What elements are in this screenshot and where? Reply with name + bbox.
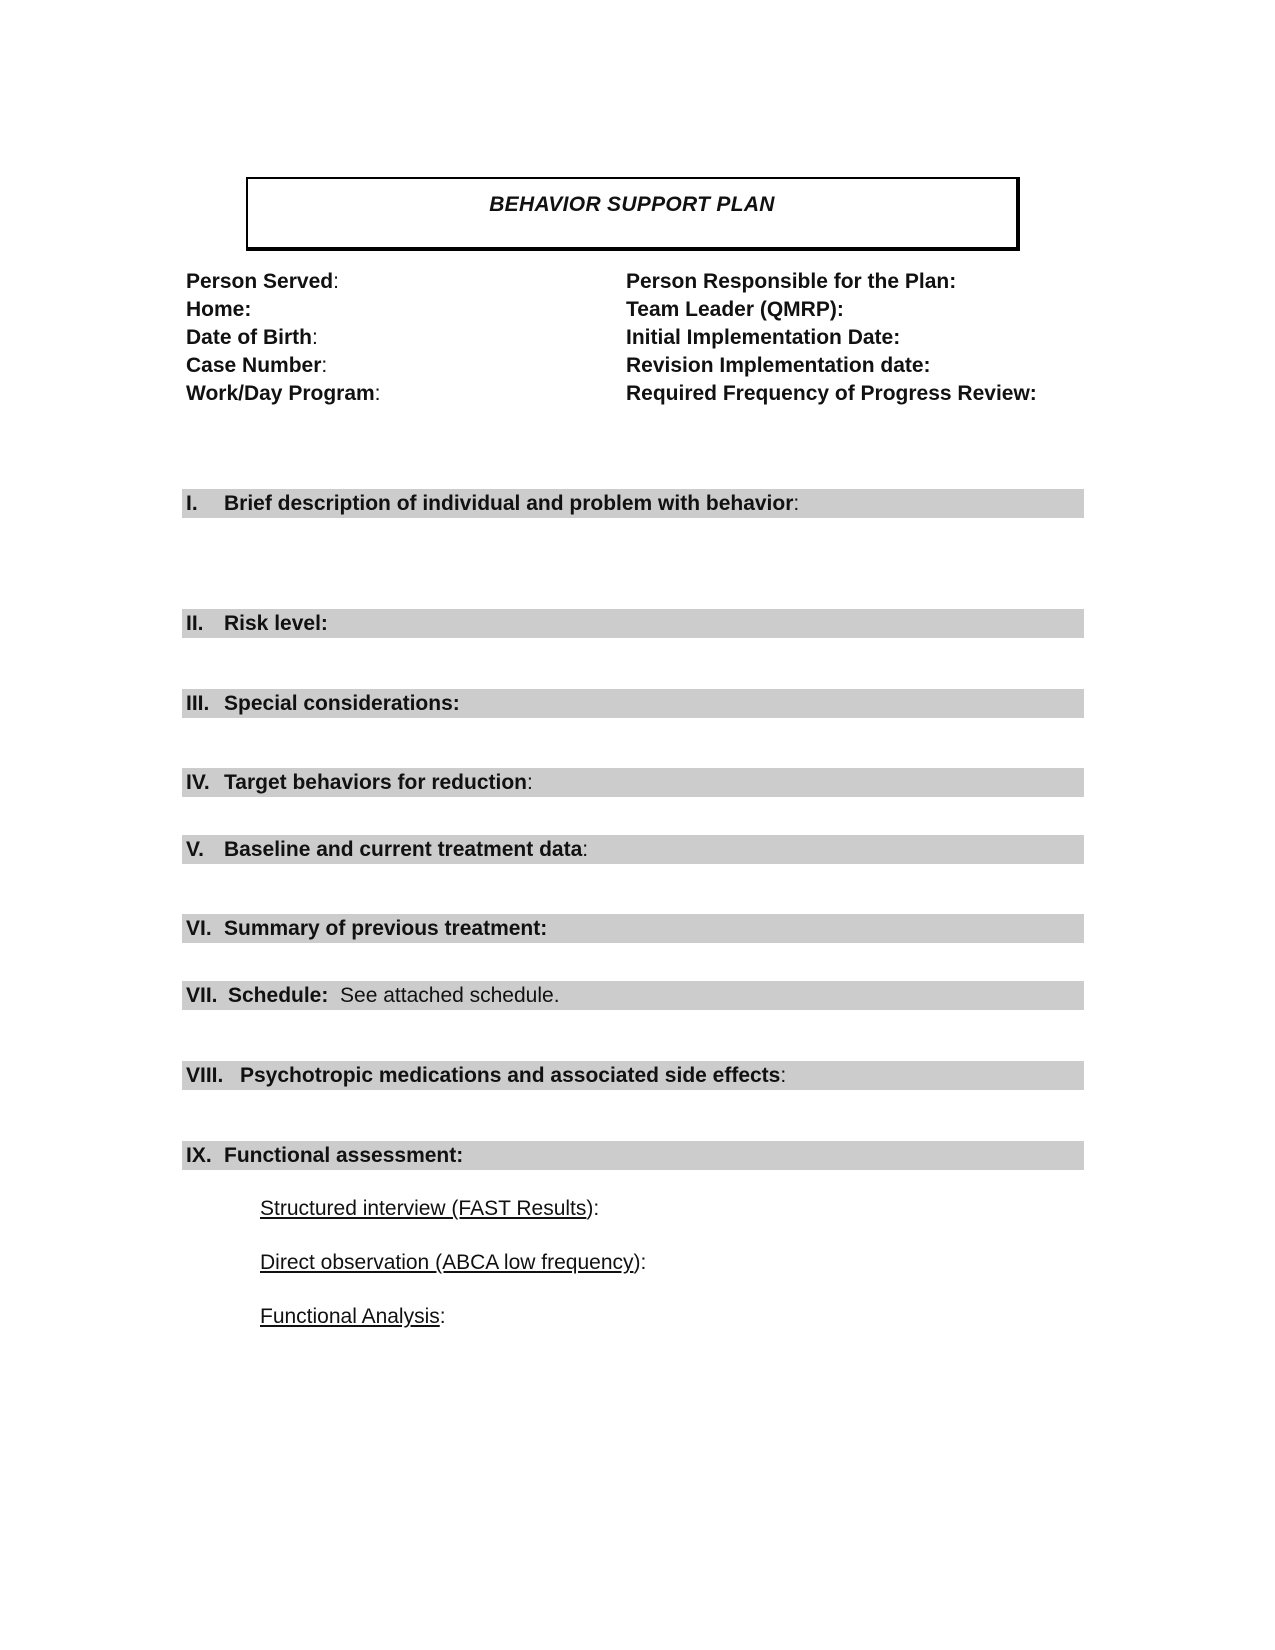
assessment-functional-analysis: Functional Analysis:: [260, 1305, 446, 1328]
schedule-note: See attached schedule.: [340, 984, 560, 1007]
assessment-direct-observation: Direct observation (ABCA low frequency):: [260, 1251, 647, 1274]
document-title: BEHAVIOR SUPPORT PLAN: [489, 193, 775, 216]
right-info-fields: [626, 268, 1037, 408]
section-viii-medications: VIII. Psychotropic medications and associated side effects:: [182, 1061, 1084, 1090]
field-work-day-program: Work/Day Program:: [186, 382, 381, 405]
section-vi-previous-treatment: VI. Summary of previous treatment:: [182, 914, 1084, 943]
section-v-baseline-data: V. Baseline and current treatment data:: [182, 835, 1084, 864]
field-revision-implementation-date: Revision Implementation date:: [626, 354, 931, 377]
field-initial-implementation-date: Initial Implementation Date:: [626, 326, 901, 349]
field-team-leader: Team Leader (QMRP):: [626, 298, 844, 321]
section-ii-risk-level: II. Risk level:: [182, 609, 1084, 638]
field-progress-review-frequency: Required Frequency of Progress Review:: [626, 382, 1037, 405]
field-case-number: Case Number:: [186, 354, 328, 377]
title-box: [246, 177, 1020, 251]
left-info-fields: [186, 268, 381, 408]
assessment-structured-interview: Structured interview (FAST Results):: [260, 1197, 600, 1220]
field-date-of-birth: Date of Birth:: [186, 326, 318, 349]
section-iv-target-behaviors: IV. Target behaviors for reduction:: [182, 768, 1084, 797]
field-person-served: Person Served:: [186, 270, 339, 293]
section-ix-functional-assessment: IX. Functional assessment:: [182, 1141, 1084, 1170]
section-vii-schedule: VII. Schedule: See attached schedule.: [182, 981, 1084, 1010]
field-home: Home:: [186, 298, 252, 321]
field-person-responsible: Person Responsible for the Plan:: [626, 270, 957, 293]
section-i-description: I. Brief description of individual and problem with behavior:: [182, 489, 1084, 518]
section-iii-special-considerations: III. Special considerations:: [182, 689, 1084, 718]
